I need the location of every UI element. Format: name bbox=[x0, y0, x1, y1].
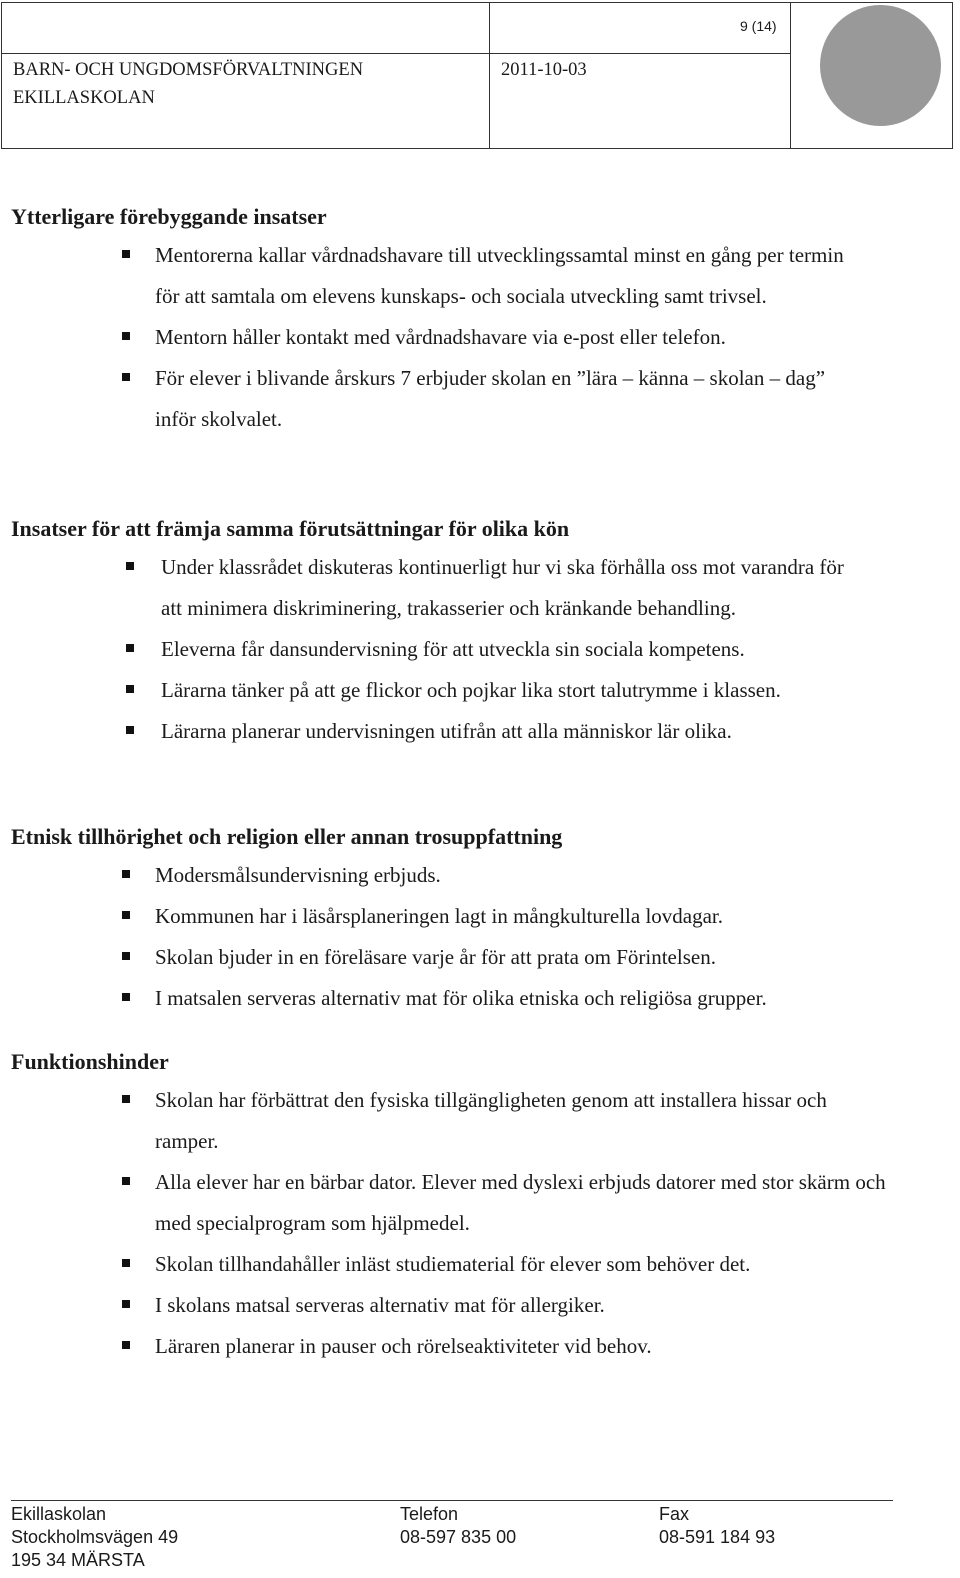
bullet-icon bbox=[122, 870, 130, 878]
page-number: 9 (14) bbox=[740, 18, 777, 34]
bullet-icon bbox=[122, 1341, 130, 1349]
list-item bbox=[126, 670, 846, 711]
list-item bbox=[122, 235, 862, 317]
list-item-text: I matsalen serveras alternativ mat för olika etniska och religiösa grupper. bbox=[155, 986, 767, 1010]
bullet-icon bbox=[126, 685, 134, 693]
list-item-text: Läraren planerar in pauser och rörelseaktiviteter vid behov. bbox=[155, 1334, 652, 1358]
header-divider bbox=[790, 3, 791, 148]
list-item bbox=[122, 358, 862, 440]
document-date: 2011-10-03 bbox=[501, 60, 587, 80]
footer-address bbox=[11, 1503, 178, 1572]
footer-postal: 195 34 MÄRSTA bbox=[11, 1550, 145, 1570]
header-divider bbox=[2, 53, 790, 54]
list-item-text: Eleverna får dansundervisning för att utveckla sin sociala kompetens. bbox=[161, 637, 745, 661]
bullet-icon bbox=[122, 911, 130, 919]
footer-phone-number: 08-597 835 00 bbox=[400, 1527, 517, 1547]
list-item-text: I skolans matsal serveras alternativ mat för allergiker. bbox=[155, 1293, 605, 1317]
section-heading: Ytterligare förebyggande insatser bbox=[11, 204, 327, 229]
list-item bbox=[122, 1285, 892, 1326]
list-item-text: Skolan har förbättrat den fysiska tillgängligheten genom att installera hissar och ramper. bbox=[155, 1088, 827, 1153]
logo-placeholder bbox=[820, 5, 941, 126]
bullet-icon bbox=[122, 1177, 130, 1185]
list-item-text: För elever i blivande årskurs 7 erbjuder skolan en ”lära – känna – skolan – dag” inför skolvalet. bbox=[155, 366, 826, 431]
list-item bbox=[122, 317, 862, 358]
bullet-icon bbox=[122, 250, 130, 258]
organization-name: BARN- OCH UNGDOMSFÖRVALTNINGEN bbox=[13, 60, 364, 80]
list-item bbox=[126, 547, 846, 629]
section-preventive-measures bbox=[11, 203, 862, 440]
list-item-text: Mentorn håller kontakt med vårdnadshavare via e-post eller telefon. bbox=[155, 325, 726, 349]
section-heading: Insatser för att främja samma förutsättningar för olika kön bbox=[11, 516, 570, 541]
footer-phone bbox=[400, 1503, 516, 1549]
list-item-text: Skolan bjuder in en föreläsare varje år för att prata om Förintelsen. bbox=[155, 945, 716, 969]
bullet-icon bbox=[122, 993, 130, 1001]
footer-fax bbox=[659, 1503, 775, 1549]
section-gender-equality bbox=[11, 515, 846, 752]
footer-fax-number: 08-591 184 93 bbox=[659, 1527, 776, 1547]
bullet-icon bbox=[122, 1259, 130, 1267]
section-heading: Funktionshinder bbox=[11, 1049, 169, 1074]
bullet-icon bbox=[122, 952, 130, 960]
list-item bbox=[126, 629, 846, 670]
list-item-text: Mentorerna kallar vårdnadshavare till utvecklingssamtal minst en gång per termin för att samtala om elevens kunskaps- och sociala utveckling samt trivsel. bbox=[155, 243, 844, 308]
bullet-icon bbox=[126, 562, 134, 570]
section-disabilities bbox=[11, 1048, 892, 1367]
bullet-icon bbox=[122, 373, 130, 381]
list-item bbox=[122, 1244, 892, 1285]
footer-street: Stockholmsvägen 49 bbox=[11, 1527, 179, 1547]
section-heading: Etnisk tillhörighet och religion eller annan trosuppfattning bbox=[11, 824, 563, 849]
document-header bbox=[1, 2, 953, 149]
list-item-text: Alla elever har en bärbar dator. Elever med dyslexi erbjuds datorer med stor skärm och med specialprogram som hjälpmedel. bbox=[155, 1170, 886, 1235]
bullet-icon bbox=[126, 644, 134, 652]
list-item-text: Under klassrådet diskuteras kontinuerligt hur vi ska förhålla oss mot varandra för att minimera diskriminering, trakasserier och kränkande behandling. bbox=[161, 555, 844, 620]
footer-phone-label: Telefon bbox=[400, 1504, 459, 1524]
section-ethnicity-religion bbox=[11, 823, 882, 1019]
list-item bbox=[122, 978, 882, 1019]
list-item-text: Kommunen har i läsårsplaneringen lagt in mångkulturella lovdagar. bbox=[155, 904, 724, 928]
school-name: EKILLASKOLAN bbox=[13, 88, 155, 108]
list-item-text: Lärarna tänker på att ge flickor och pojkar lika stort talutrymme i klassen. bbox=[161, 678, 781, 702]
list-item-text: Skolan tillhandahåller inläst studiematerial för elever som behöver det. bbox=[155, 1252, 751, 1276]
bullet-icon bbox=[122, 1095, 130, 1103]
bullet-icon bbox=[122, 332, 130, 340]
footer-fax-label: Fax bbox=[659, 1504, 690, 1524]
bullet-icon bbox=[122, 1300, 130, 1308]
list-item bbox=[122, 1080, 892, 1162]
list-item-text: Lärarna planerar undervisningen utifrån att alla människor lär olika. bbox=[161, 719, 732, 743]
list-item bbox=[122, 855, 882, 896]
list-item bbox=[126, 711, 846, 752]
list-item bbox=[122, 937, 882, 978]
header-divider bbox=[489, 3, 490, 148]
footer-divider bbox=[11, 1500, 893, 1501]
list-item bbox=[122, 896, 882, 937]
list-item bbox=[122, 1162, 892, 1244]
list-item bbox=[122, 1326, 892, 1367]
list-item-text: Modersmålsundervisning erbjuds. bbox=[155, 863, 441, 887]
bullet-icon bbox=[126, 726, 134, 734]
footer-school-name: Ekillaskolan bbox=[11, 1504, 107, 1524]
